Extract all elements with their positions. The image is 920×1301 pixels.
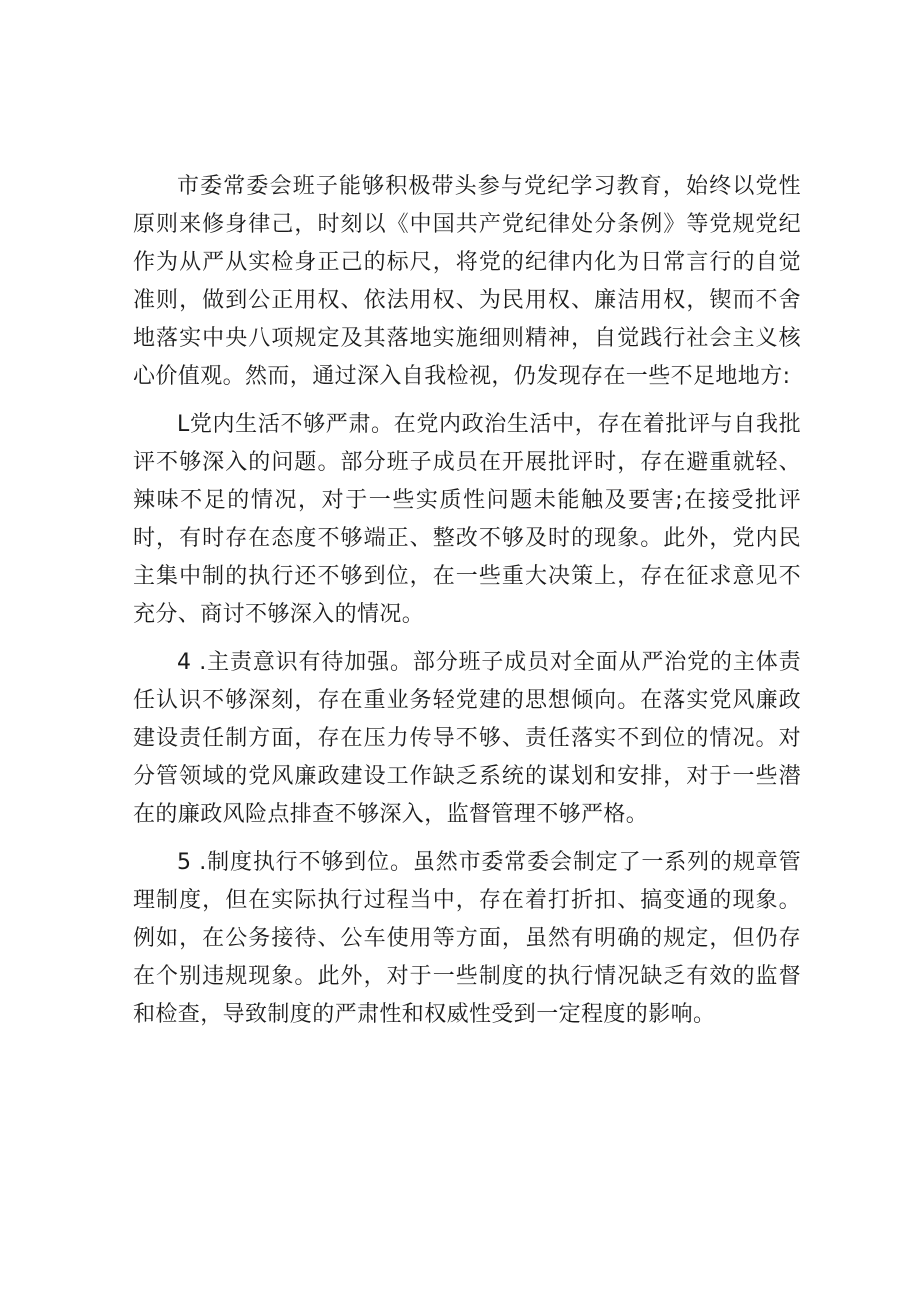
paragraph-item-4: 4 .主责意识有待加强。部分班子成员对全面从严治党的主体责任认识不够深刻，存在重业务轻党建的思想倾向。在落实党风廉政建设责任制方面，存在压力传导不够、责任落实不到位的情况。对分管领域的党风廉政建设工作缺乏系统的谋划和安排，对于一些潜在的廉政风险点排查不够深入，监督管理不够严格。	[133, 650, 801, 827]
paragraph-item-5: 5 .制度执行不够到位。虽然市委常委会制定了一系列的规章管理制度，但在实际执行过程当中，存在着打折扣、搞变通的现象。例如，在公务接待、公车使用等方面，虽然有明确的规定，但仍存在个别违规现象。此外，对于一些制度的执行情况缺乏有效的监督和检查，导致制度的严肃性和权威性受到一定程度的影响。	[133, 850, 801, 1027]
paragraph-intro: 市委常委会班子能够积极带头参与党纪学习教育，始终以党性原则来修身律己，时刻以《中国共产党纪律处分条例》等党规党纪作为从严从实检身正己的标尺，将党的纪律内化为日常言行的自觉准则，做到公正用权、依法用权、为民用权、廉洁用权，锲而不舍地落实中央八项规定及其落地实施细则精神，自觉践行社会主义核心价值观。然而，通过深入自我检视，仍发现存在一些不足地地方:	[133, 174, 801, 389]
document-body	[133, 168, 801, 1044]
paragraph-item-1: L党内生活不够严肃。在党内政治生活中，存在着批评与自我批评不够深入的问题。部分班子成员在开展批评时，存在避重就轻、辣味不足的情况，对于一些实质性问题未能触及要害;在接受批评时，有时存在态度不够端正、整改不够及时的现象。此外，党内民主集中制的执行还不够到位，在一些重大决策上，存在征求意见不充分、商讨不够深入的情况。	[133, 412, 801, 627]
